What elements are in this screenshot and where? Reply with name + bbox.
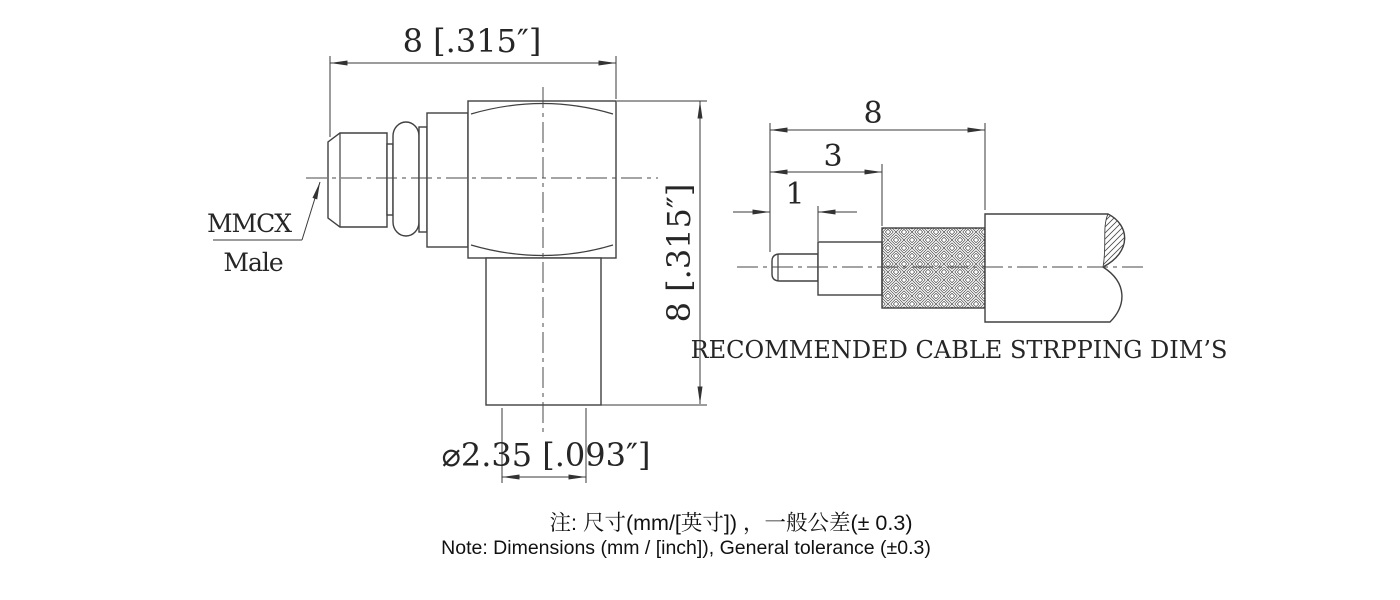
body-step [427,113,468,247]
part-label [207,182,320,277]
mmcx-tip [328,133,387,227]
note-zh: 注: 尺寸(mm/[英寸]) ，一般公差(± 0.3) [549,511,913,535]
note-en: Note: Dimensions (mm / [inch]), General tolerance (±0.3) [441,537,931,559]
strip-dim-conductor-text: 1 [785,177,805,212]
stripping-caption: RECOMMENDED CABLE STRPPING DIM’S [690,336,1228,364]
height-dimension-text: 8 [.315″] [660,183,698,323]
strip-dim-braid-text: 3 [823,139,843,174]
general-notes [441,511,931,559]
ring-collar [419,127,427,232]
part-label-line2: Male [223,248,283,277]
width-dimension-text: 8 [.315″] [402,22,542,60]
diameter-dimension-text: ⌀2.35 [.093″] [441,436,651,474]
coupling-ring [393,122,419,236]
connector-body [468,101,616,258]
dielectric [818,242,882,295]
part-label-line1: MMCX [206,209,292,238]
strip-dim-jacket-text: 8 [863,96,883,131]
strip-dim-conductor [733,177,857,241]
jacket [985,214,1125,322]
connector-side-view [207,22,707,483]
diameter-dimension [442,408,651,483]
stripping-diagram [691,96,1228,364]
leader-arrow [302,182,320,240]
tip-neck [387,144,393,215]
braid [882,228,985,308]
jacket-break-hatch [1103,214,1125,267]
